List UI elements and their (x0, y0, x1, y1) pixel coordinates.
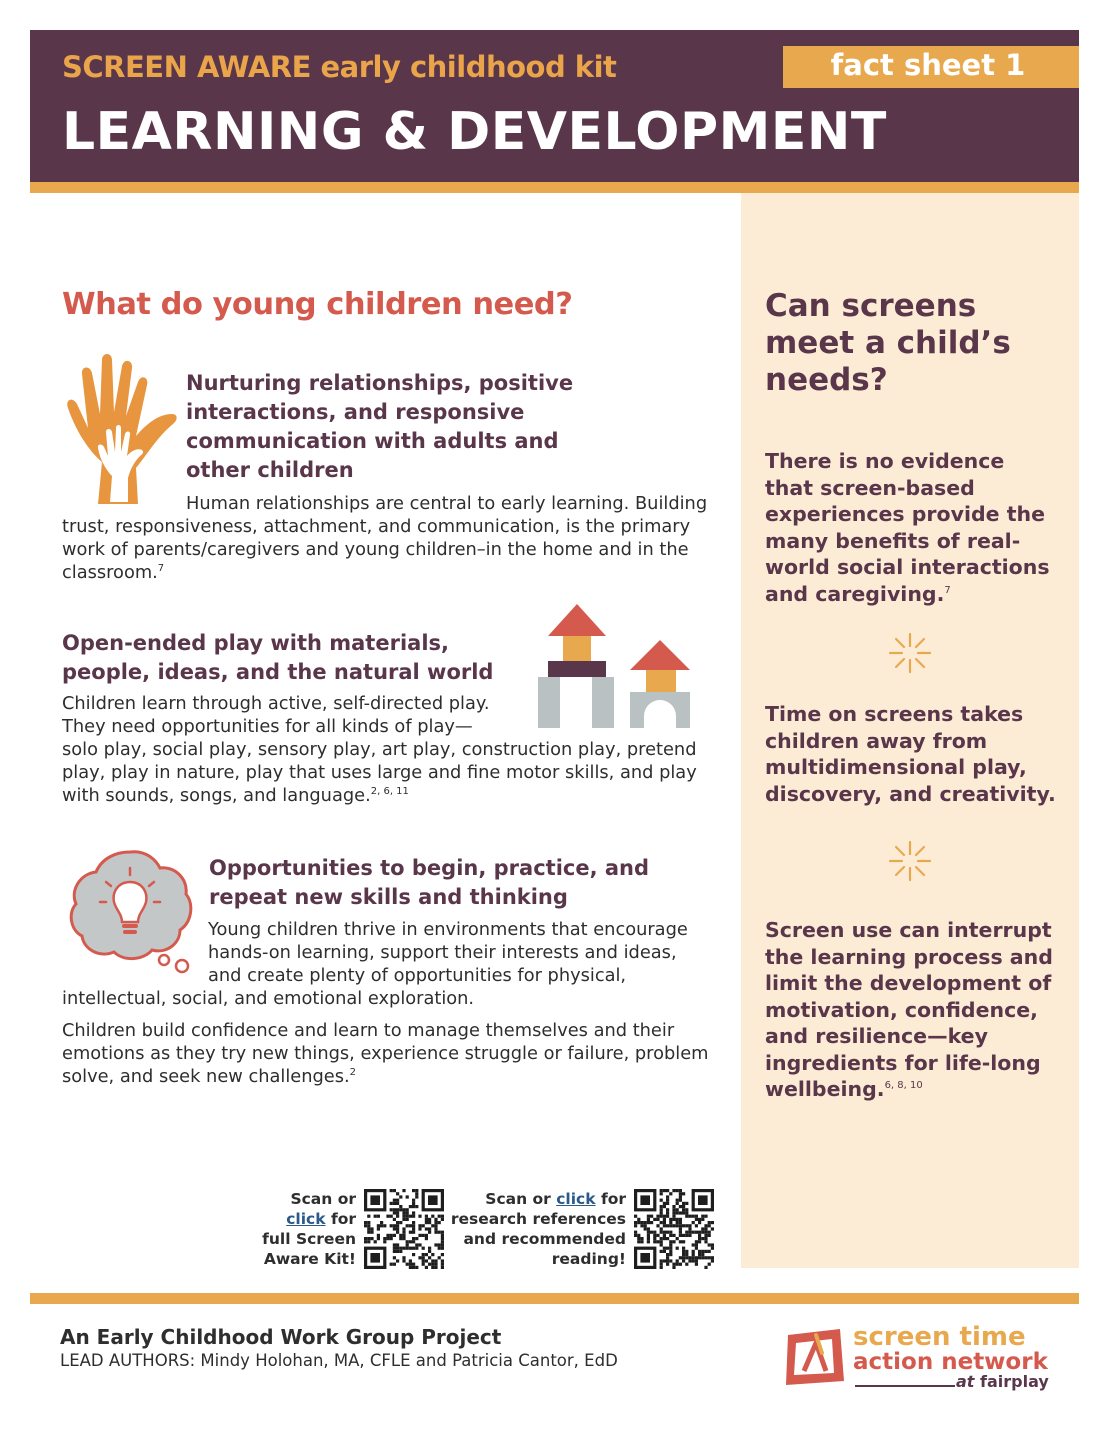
qr-caption-kit: Scan or click for full Screen Aware Kit! (262, 1190, 356, 1268)
logo-text-org: at fairplay (956, 1372, 1049, 1391)
hands-icon (62, 352, 180, 504)
text-wrap-spacer (499, 692, 707, 738)
footer-authors: LEAD AUTHORS: Mindy Holohan, MA, CFLE and Patricia Cantor, EdD (60, 1351, 618, 1370)
reference-note: 7 (157, 563, 165, 575)
logo-text-line1: screen time (853, 1322, 1026, 1352)
kit-title: SCREEN AWARE early childhood kit (62, 50, 617, 84)
qr-caption-references: Scan or click for research references and recommended reading! (450, 1190, 626, 1268)
section-heading: What do young children need? (62, 287, 573, 322)
sidebar-heading: Can screens meet a child’s needs? (765, 288, 1011, 398)
sidebar-paragraph: There is no evidence that screen-based experiences provide the many benefits of real-world social interactions and caregiving.$^7$ (765, 449, 1050, 606)
sidebar-paragraph: Screen use can interrupt the learning process and limit the development of motivation, confidence, and resilience—key ingredients for life-long wellbeing.$^{6, 8, 10}$ (765, 918, 1053, 1101)
item-heading: Nurturing relationships, positive interactions, and responsive communication with adults and other children (186, 371, 574, 482)
sidebar-paragraph: Time on screens takes children away from multidimensional play, discovery, and creativity. (765, 702, 1056, 806)
screen-time-logo-icon (782, 1325, 848, 1389)
header-divider (30, 182, 1079, 193)
item-body: Young children thrive in environments that encourage hands-on learning, support their interests and ideas, and create plenty of opportunities for physical, intellectual, social, and emotional exploration. Children build confidence and learn to manage themselves and their emotions as they try new things, experience struggle or failure, problem solve, and seek new challenges.$^2$ (62, 919, 709, 1087)
reference-note: 6, 8, 10 (884, 1080, 923, 1092)
sparkle-icon (886, 630, 934, 676)
footer-divider (30, 1293, 1079, 1304)
fact-sheet-label: fact sheet 1 (830, 48, 1026, 82)
item-body: Human relationships are central to early learning. Building trust, responsiveness, attachment, and communication, is the primary work of parents/caregivers and young children–in the home and in the classroom.$^7$ (62, 493, 708, 583)
item-heading: Open-ended play with materials, people, ideas, and the natural world (62, 631, 494, 684)
logo-underline (855, 1385, 955, 1387)
reference-note: 2 (349, 1067, 357, 1079)
references-link[interactable]: click (556, 1190, 596, 1208)
footer-project: An Early Childhood Work Group Project (60, 1325, 502, 1349)
kit-link[interactable]: click (286, 1210, 326, 1228)
sparkle-icon (886, 838, 934, 884)
logo-text-line2: action network (853, 1349, 1048, 1375)
qr-code-kit[interactable] (364, 1189, 444, 1269)
text-wrap-spacer (62, 918, 208, 987)
item-body: Children learn through active, self-directed play. They need opportunities for all kinds of play—solo play, social play, sensory play, art play, construction play, pretend play, play in nature, play that uses large and fine motor skills, and play with sounds, songs, and language.$^{2, 6, 11}$ (62, 692, 707, 807)
page-title: LEARNING & DEVELOPMENT (62, 102, 887, 162)
reference-note: 7 (944, 584, 951, 596)
item-heading: Opportunities to begin, practice, and repeat new skills and thinking (209, 856, 650, 909)
reference-note: 2, 6, 11 (370, 786, 409, 798)
qr-code-references[interactable] (634, 1189, 714, 1269)
